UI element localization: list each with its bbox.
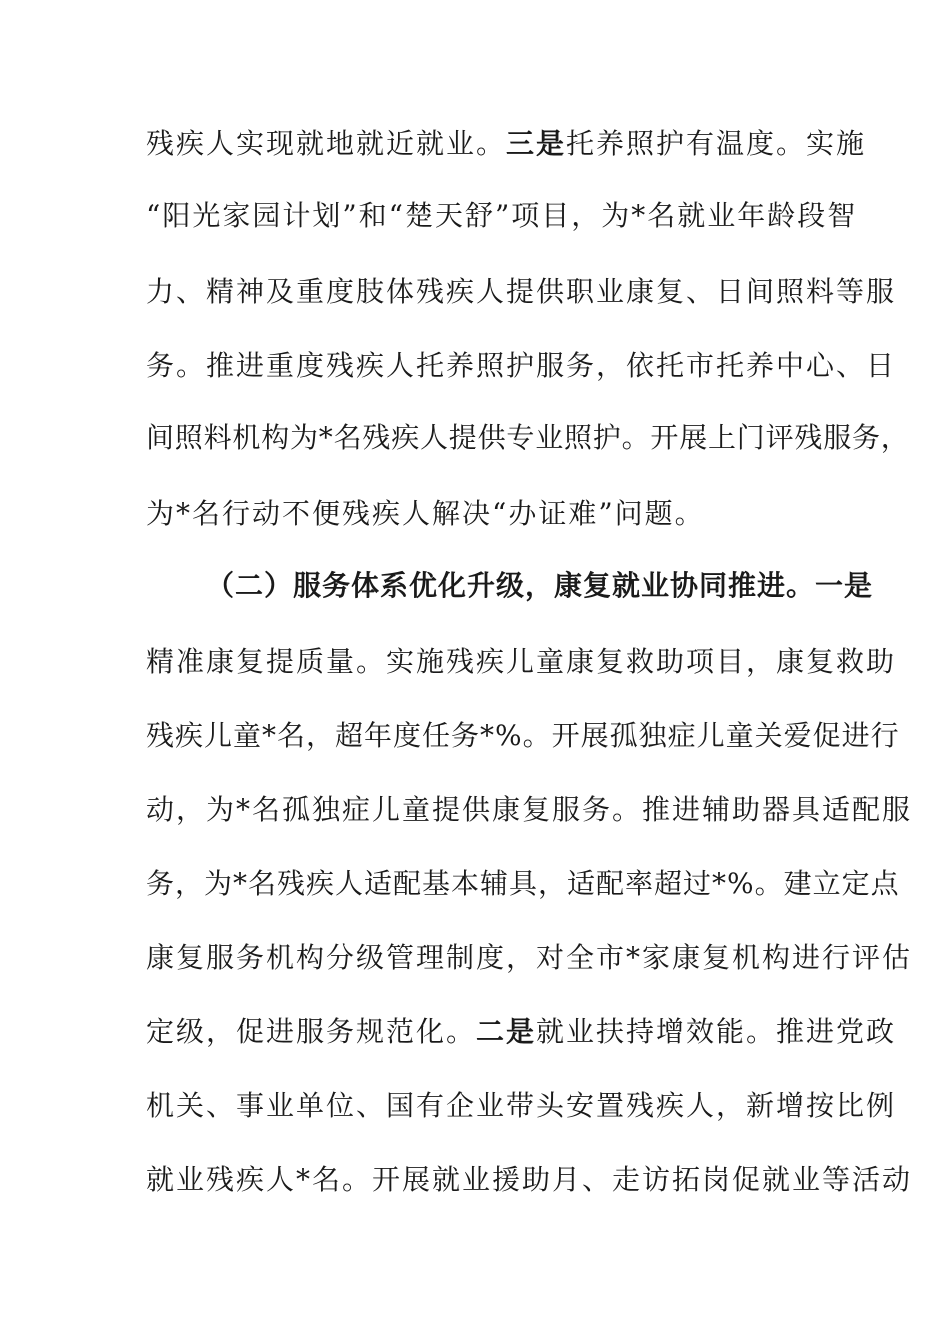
text-run: 力、精神及重度肢体残疾人提供职业康复、日间照料等服 [146,275,897,308]
text-line-7-heading [206,568,873,604]
text-line-6 [146,496,705,532]
text-line-2 [146,198,857,234]
text-run: 就业残疾人*名。开展就业援助月、走访拓岗促就业等活动 [146,1163,913,1196]
text-run: 定级，促进服务规范化。 [146,1015,477,1048]
text-line-12 [146,940,912,976]
text-line-15 [146,1162,912,1198]
text-run: 务，为*名残疾人适配基本辅具，适配率超过*%。建立定点 [146,867,900,900]
text-line-3 [146,274,896,310]
text-line-5 [146,420,910,456]
text-run: 动，为*名孤独症儿童提供康复服务。推进辅助器具适配服 [146,793,913,826]
text-run: 机关、事业单位、国有企业带头安置残疾人，新增按比例 [146,1089,897,1122]
text-run: 残疾人实现就地就近就业。 [146,127,507,160]
text-line-13 [146,1014,896,1050]
text-run: 为*名行动不便残疾人解决“办证难”问题。 [146,497,705,530]
text-run: 就业扶持增效能。推进党政 [536,1015,897,1048]
text-line-11 [146,866,900,902]
text-line-10 [146,792,912,828]
text-run: 康复服务机构分级管理制度，对全市*家康复机构进行评估 [146,941,913,974]
text-run: 间照料机构为*名残疾人提供专业照护。开展上门评残服务， [146,421,910,454]
text-run-bold: 三是 [506,127,567,160]
text-run: 精准康复提质量。实施残疾儿童康复救助项目，康复救助 [146,645,897,678]
text-run: 托养照护有温度。实施 [566,127,867,160]
text-run: 残疾儿童*名，超年度任务*%。开展孤独症儿童关爱促进行 [146,719,900,752]
text-run-bold: 二是 [476,1015,537,1048]
text-run: “阳光家园计划”和“楚天舒”项目，为*名就业年龄段智 [146,199,858,232]
text-run: 务。推进重度残疾人托养照护服务，依托市托养中心、日 [146,349,897,382]
text-line-1 [146,126,866,162]
text-line-8 [146,644,896,680]
text-line-9 [146,718,900,754]
section-heading: （二）服务体系优化升级，康复就业协同推进。一是 [206,569,874,602]
text-line-4 [146,348,896,384]
text-line-14 [146,1088,896,1124]
